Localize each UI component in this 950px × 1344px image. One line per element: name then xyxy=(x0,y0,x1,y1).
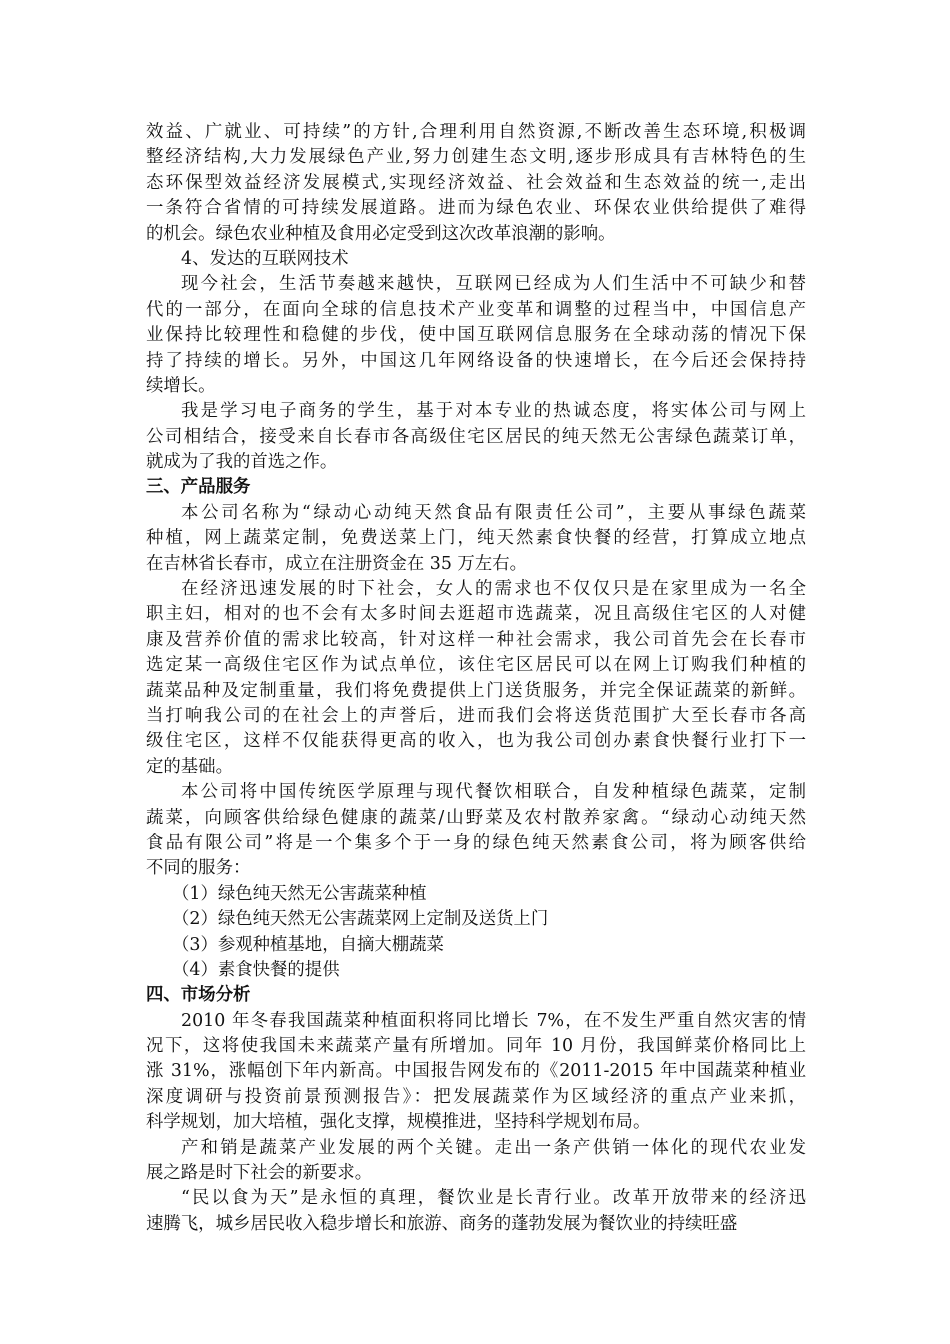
paragraph-line: 深度调研与投资前景预测报告》：把发展蔬菜作为区域经济的重点产业来抓， xyxy=(146,1086,806,1107)
paragraph-line: 当打响我公司的在社会上的声誉后，进而我们会将送货范围扩大至长春市各高 xyxy=(146,705,806,726)
paragraph-line: 不同的服务： xyxy=(146,858,251,879)
paragraph-line: 展之路是时下社会的新要求。 xyxy=(146,1163,373,1184)
paragraph-line: 选定某一高级住宅区作为试点单位，该住宅区居民可以在网上订购我们种植的 xyxy=(146,655,806,676)
list-item: （4）素食快餐的提供 xyxy=(172,959,340,980)
paragraph-line: 一条符合省情的可持续发展道路。进而为绿色农业、环保农业供给提供了难得 xyxy=(146,198,806,219)
paragraph xyxy=(146,399,806,475)
service-list xyxy=(146,882,806,984)
paragraph-line: 就成为了我的首选之作。 xyxy=(146,452,338,473)
paragraph-line: 持了持续的增长。另外，中国这几年网络设备的快速增长，在今后还会保持持 xyxy=(146,350,806,371)
paragraph xyxy=(146,501,806,577)
paragraph-line: 职主妇，相对的也不会有太多时间去逛超市选蔬菜，况且高级住宅区的人对健 xyxy=(146,604,806,625)
paragraph xyxy=(146,577,806,780)
paragraph xyxy=(146,780,806,882)
paragraph-line: 定的基础。 xyxy=(146,756,233,777)
list-item: （2）绿色纯天然无公害蔬菜网上定制及送货上门 xyxy=(172,909,549,930)
paragraph-line: 本公司名称为“绿动心动纯天然食品有限责任公司”，主要从事绿色蔬菜 xyxy=(181,502,806,523)
paragraph-line: 涨 31%，涨幅创下年内新高。中国报告网发布的《2011-2015 年中国蔬菜种植业 xyxy=(146,1061,806,1082)
paragraph-line: 2010 年冬春我国蔬菜种植面积将同比增长 7%，在不发生严重自然灾害的情 xyxy=(181,1010,806,1031)
paragraph xyxy=(146,1136,806,1187)
paragraph-line: 食品有限公司”将是一个集多个于一身的绿色纯天然素食公司，将为顾客供给 xyxy=(146,832,806,853)
paragraph-line: 的机会。绿色农业种植及食用必定受到这次改革浪潮的影响。 xyxy=(146,223,616,244)
paragraph-line: 级住宅区，这样不仅能获得更高的收入，也为我公司创办素食快餐行业打下一 xyxy=(146,731,806,752)
paragraph-line: 康及营养价值的需求比较高，针对这样一种社会需求，我公司首先会在长春市 xyxy=(146,629,806,650)
paragraph xyxy=(146,272,806,399)
paragraph-line: 续增长。 xyxy=(146,375,216,396)
paragraph-line: 速腾飞，城乡居民收入稳步增长和旅游、商务的蓬勃发展为餐饮业的持续旺盛 xyxy=(146,1213,738,1234)
paragraph-line: 在经济迅速发展的时下社会，女人的需求也不仅仅只是在家里成为一名全 xyxy=(181,579,806,600)
subsection-heading: 4、发达的互联网技术 xyxy=(181,248,349,269)
paragraph-line: 效益、广就业、可持续”的方针,合理利用自然资源,不断改善生态环境,积极调 xyxy=(146,122,806,142)
paragraph-line: 种植，网上蔬菜定制，免费送菜上门，纯天然素食快餐的经营，打算成立地点 xyxy=(146,528,806,549)
paragraph-line: 态环保型效益经济发展模式,实现经济效益、社会效益和生态效益的统一,走出 xyxy=(146,172,806,193)
paragraph-line: 蔬菜，向顾客供给绿色健康的蔬菜/山野菜及农村散养家禽。“绿动心动纯天然 xyxy=(146,807,806,828)
paragraph-line: “民以食为天”是永恒的真理，餐饮业是长青行业。改革开放带来的经济迅 xyxy=(181,1188,806,1209)
section-heading: 四、市场分析 xyxy=(146,985,251,1006)
paragraph-line: 公司相结合，接受来自长春市各高级住宅区居民的纯天然无公害绿色蔬菜订单， xyxy=(146,426,806,447)
paragraph-line: 整经济结构,大力发展绿色产业,努力创建生态文明,逐步形成具有吉林特色的生 xyxy=(146,147,806,168)
document-body xyxy=(146,120,806,1237)
section-heading: 三、产品服务 xyxy=(146,477,251,498)
paragraph xyxy=(146,1009,806,1136)
paragraph-line: 现今社会，生活节奏越来越快，互联网已经成为人们生活中不可缺少和替 xyxy=(181,274,806,295)
paragraph-line: 业保持比较理性和稳健的步伐，使中国互联网信息服务在全球动荡的情况下保 xyxy=(146,325,806,346)
paragraph xyxy=(146,1186,806,1237)
paragraph xyxy=(146,120,806,247)
paragraph-line: 我是学习电子商务的学生，基于对本专业的热诚态度，将实体公司与网上 xyxy=(181,401,806,422)
paragraph-line: 代的一部分，在面向全球的信息技术产业变革和调整的过程当中，中国信息产 xyxy=(146,299,806,320)
paragraph-line: 蔬菜品种及定制重量，我们将免费提供上门送货服务，并完全保证蔬菜的新鲜。 xyxy=(146,680,806,701)
paragraph-line: 本公司将中国传统医学原理与现代餐饮相联合，自发种植绿色蔬菜，定制 xyxy=(181,782,806,803)
paragraph-line: 况下，这将使我国未来蔬菜产量有所增加。同年 10 月份，我国鲜菜价格同比上 xyxy=(146,1036,806,1057)
paragraph-line: 在吉林省长春市，成立在注册资金在 35 万左右。 xyxy=(146,553,527,574)
list-item: （1）绿色纯天然无公害蔬菜种植 xyxy=(172,883,427,904)
paragraph-line: 科学规划，加大培植，强化支撑，规模推进，坚持科学规划布局。 xyxy=(146,1112,651,1133)
paragraph-line: 产和销是蔬菜产业发展的两个关键。走出一条产供销一体化的现代农业发 xyxy=(181,1137,806,1158)
list-item: （3）参观种植基地，自摘大棚蔬菜 xyxy=(172,934,444,955)
